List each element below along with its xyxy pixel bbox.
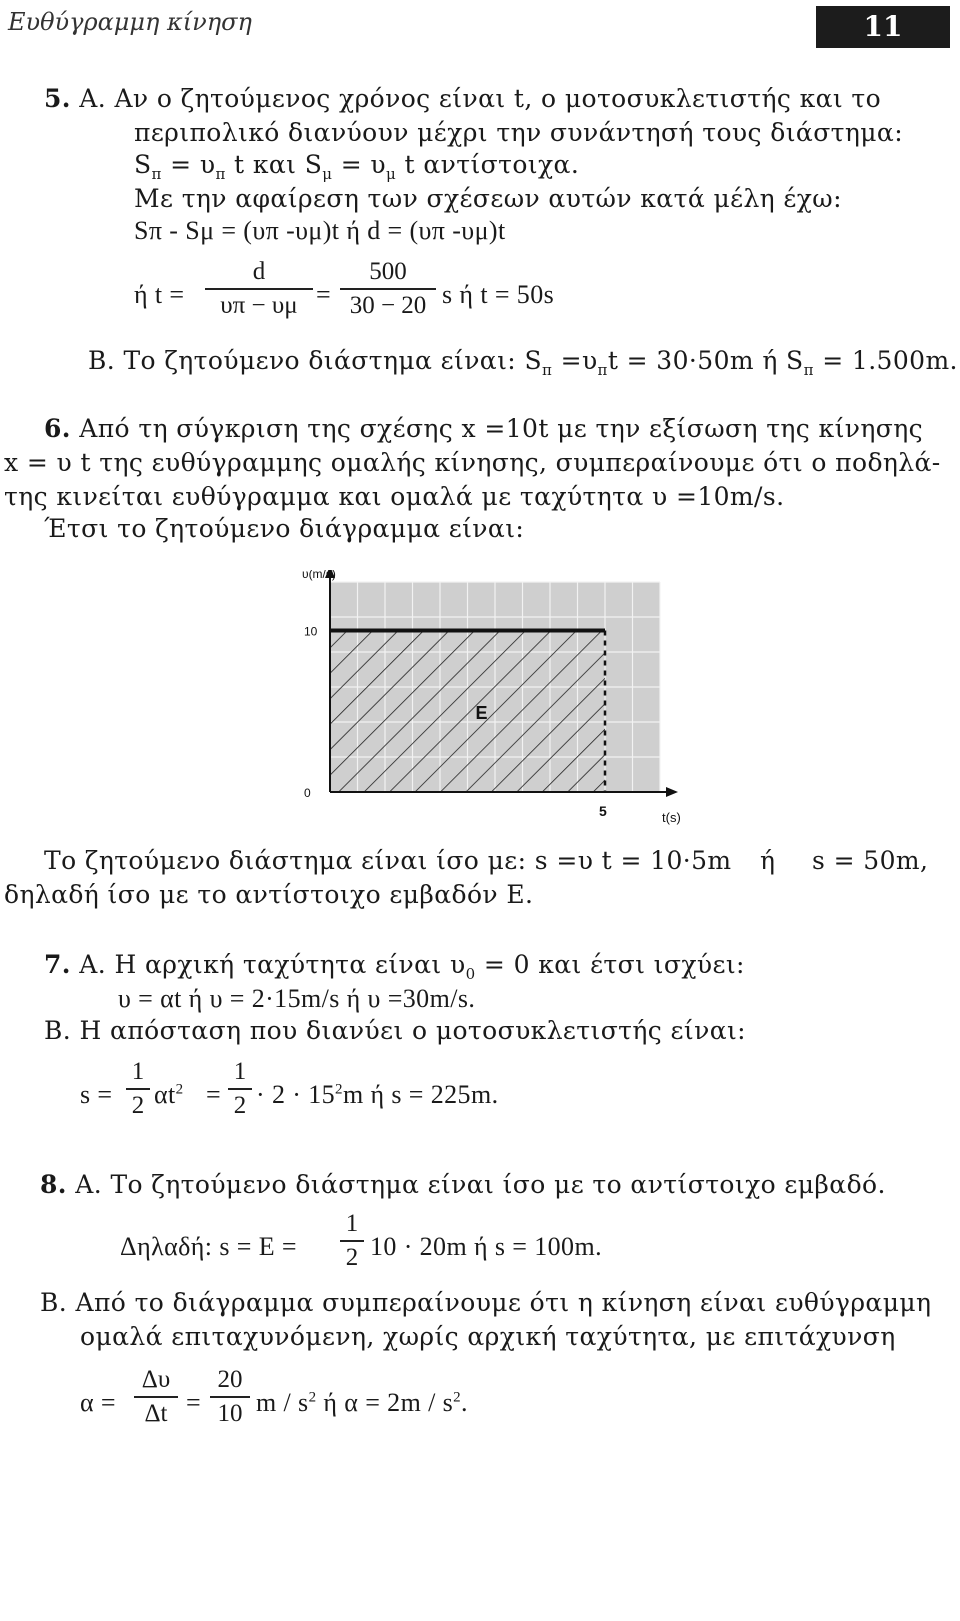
- y-axis-label: υ(m/s): [302, 570, 336, 581]
- exercise-5-line-1: [44, 84, 881, 113]
- exercise-7-label: 7.: [44, 950, 71, 979]
- exercise-6-text-3: της κινείται ευθύγραμμα και ομαλά με ταχύτητα υ =10m/s.: [4, 482, 785, 511]
- exercise-6-after-1-result: s = 50m,: [812, 846, 929, 875]
- page-number: 11: [816, 6, 950, 48]
- area-e-label: Ε: [475, 703, 488, 724]
- fraction-d-over-velocity-difference: d υπ − υμ: [205, 258, 313, 320]
- exercise-5-eq-suffix: s ή t = 50s: [442, 280, 555, 309]
- exercise-8-a-pre: α =: [80, 1388, 116, 1417]
- x-tick-label: 5: [599, 803, 607, 819]
- exercise-6-after-2: δηλαδή ίσο με το αντίστοιχο εμβαδόν Ε.: [4, 880, 534, 909]
- fraction-20-over-10: 20 10: [210, 1366, 250, 1428]
- exercise-7-eq-at2: $\alpha t^2$: [154, 1080, 184, 1109]
- exercise-8-part-b-line: Β. Από το διάγραμμα συμπεραίνουμε ότι η κίνηση είναι ευθύγραμμη: [40, 1288, 932, 1317]
- fraction-one-half-b: 1 2: [228, 1058, 252, 1120]
- exercise-5-text-2: περιπολικό διανύουν μέχρι την συνάντησή τους διάστημα:: [134, 118, 904, 147]
- velocity-time-chart: [280, 570, 700, 830]
- exercise-5-text-1: Αν ο ζητούμενος χρόνος είναι t, ο μοτοσυκλετιστής και το: [114, 84, 882, 113]
- exercise-8-a-equals: =: [186, 1388, 202, 1417]
- fraction-one-half-a: 1 2: [126, 1058, 150, 1120]
- exercise-6-line-1: 6. Από τη σύγκριση της σχέσης x =10t με την εξίσωση της κίνησης: [44, 414, 924, 443]
- exercise-6-label: 6.: [44, 414, 71, 443]
- y-tick-label: 0: [304, 786, 311, 800]
- exercise-8-line-1: 8. Α. Το ζητούμενο διάστημα είναι ίσο με το αντίστοιχο εμβαδό.: [40, 1170, 886, 1199]
- fraction-one-half-c: 1 2: [340, 1210, 364, 1272]
- exercise-6-text-4: Έτσι το ζητούμενο διάγραμμα είναι:: [44, 514, 525, 543]
- x-axis-label: t(s): [662, 810, 681, 825]
- exercise-6-after-1: Το ζητούμενο διάστημα είναι ίσο με: s =υ t = 10·5m: [44, 846, 732, 875]
- exercise-7-part-b-line: Β. Η απόσταση που διανύει ο μοτοσυκλετιστής είναι:: [44, 1016, 747, 1045]
- exercise-5-part-b-line: Β. Το ζητούμενο διάστημα είναι: $S_\pi =\upsilon_\pi t = 30\cdot 50m$ ή $S_\pi = 1.500m$.: [88, 346, 958, 379]
- exercise-5-eq-prefix: ή t =: [134, 280, 185, 309]
- area-e-hatch: [330, 630, 605, 792]
- exercise-7-eq-tail: · $2 \cdot 15^2m$ ή s = 225m.: [256, 1080, 499, 1109]
- fraction-500-over-30-minus-20: 500 30 − 20: [340, 258, 436, 320]
- exercise-5-part-a: Α.: [79, 84, 107, 113]
- exercise-6-after-1-or: ή: [760, 846, 776, 875]
- y-tick-label: 10: [304, 624, 318, 639]
- exercise-8-text-3: ομαλά επιταχυνόμενη, χωρίς αρχική ταχύτητα, με επιτάχυνση: [80, 1322, 896, 1351]
- exercise-7-eq-s: s =: [80, 1080, 113, 1109]
- exercise-5-text-3: $S_\pi = \upsilon_\pi$ t και $S_\mu = \upsilon_\mu$ t αντίστοιχα.: [134, 150, 580, 183]
- exercise-6-text-2: x = υ t της ευθύγραμμης ομαλής κίνησης, συμπεραίνουμε ότι ο ποδηλά-: [4, 448, 941, 477]
- exercise-8-a-post: m / $s^2$ ή $\alpha = 2m / s^2$.: [256, 1388, 468, 1417]
- exercise-8-label: 8.: [40, 1170, 67, 1199]
- exercise-7-text-2: υ = αt ή υ = 2·15m/s ή υ =30m/s.: [118, 984, 476, 1013]
- exercise-5-text-5: Sπ - Sμ = (υπ -υμ)t ή d = (υπ -υμ)t: [134, 216, 506, 245]
- running-head: Ευθύγραμμη κίνηση: [8, 8, 252, 36]
- exercise-5-eq-equals: =: [316, 280, 332, 309]
- exercise-7-eq-equals: =: [206, 1080, 222, 1109]
- fraction-delta-v-over-delta-t: Δυ Δt: [134, 1366, 178, 1428]
- exercise-5-label: 5.: [44, 84, 71, 113]
- exercise-8-eq-post: 10 · 20m ή s = 100m.: [370, 1232, 602, 1261]
- exercise-5-text-4: Με την αφαίρεση των σχέσεων αυτών κατά μέλη έχω:: [134, 184, 842, 213]
- exercise-7-line-1: 7. Α. Η αρχική ταχύτητα είναι $\upsilon_0 = 0$ και έτσι ισχύει:: [44, 950, 745, 983]
- x-axis-arrow: [666, 787, 678, 797]
- exercise-8-eq-pre: Δηλαδή: s = E =: [120, 1232, 297, 1261]
